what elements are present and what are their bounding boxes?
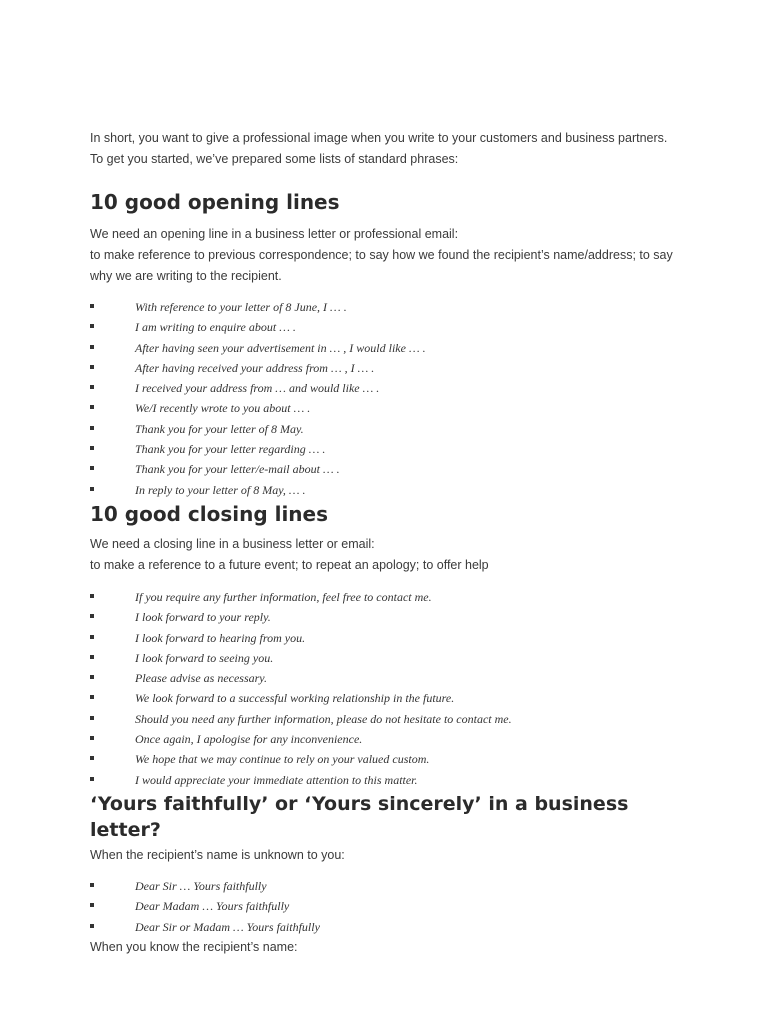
opening-description-1: We need an opening line in a business letter or professional email: — [90, 227, 459, 241]
list-item: I received your address from … and would like … . — [90, 378, 690, 398]
list-item: Thank you for your letter regarding … . — [90, 439, 690, 459]
bullet-square-icon — [90, 446, 94, 450]
list-item: We look forward to a successful working relationship in the future. — [90, 688, 690, 708]
bullet-square-icon — [90, 777, 94, 781]
list-item: After having seen your advertisement in … , I would like … . — [90, 338, 690, 358]
bullet-square-icon — [90, 365, 94, 369]
bullet-square-icon — [90, 756, 94, 760]
list-item: With reference to your letter of 8 June, I … . — [90, 297, 690, 317]
bullet-square-icon — [90, 426, 94, 430]
list-item: Thank you for your letter of 8 May. — [90, 419, 690, 439]
bullet-square-icon — [90, 487, 94, 491]
bullet-square-icon — [90, 614, 94, 618]
bullet-square-icon — [90, 405, 94, 409]
closing-lines-heading: 10 good closing lines — [90, 501, 329, 526]
bullet-square-icon — [90, 345, 94, 349]
bullet-square-icon — [90, 324, 94, 328]
bullet-square-icon — [90, 655, 94, 659]
bullet-square-icon — [90, 594, 94, 598]
unknown-recipient-label: When the recipient’s name is unknown to you: — [90, 847, 345, 862]
known-recipient-label: When you know the recipient’s name: — [90, 939, 298, 954]
list-item: Once again, I apologise for any inconvenience. — [90, 729, 690, 749]
list-item: Dear Sir or Madam … Yours faithfully — [90, 917, 690, 937]
bullet-square-icon — [90, 385, 94, 389]
list-item: I look forward to seeing you. — [90, 648, 690, 668]
list-item: After having received your address from … , I … . — [90, 358, 690, 378]
list-item: In reply to your letter of 8 May, … . — [90, 480, 690, 500]
list-item: Thank you for your letter/e-mail about … . — [90, 459, 690, 479]
list-item: I am writing to enquire about … . — [90, 317, 690, 337]
bullet-square-icon — [90, 716, 94, 720]
bullet-square-icon — [90, 736, 94, 740]
opening-description-2: to make reference to previous correspondence; to say how we found the recipient’s name/address; to say — [90, 248, 673, 262]
list-item: Please advise as necessary. — [90, 668, 690, 688]
bullet-square-icon — [90, 883, 94, 887]
closing-description-2: to make a reference to a future event; to repeat an apology; to offer help — [90, 557, 489, 572]
list-item: I would appreciate your immediate attention to this matter. — [90, 770, 690, 790]
salutation-list — [90, 876, 690, 937]
document-page — [90, 128, 690, 958]
list-item: I look forward to hearing from you. — [90, 628, 690, 648]
closing-lines-list — [90, 587, 690, 790]
bullet-square-icon — [90, 635, 94, 639]
bullet-square-icon — [90, 675, 94, 679]
opening-lines-list — [90, 297, 690, 500]
closing-description-1: We need a closing line in a business letter or email: — [90, 536, 375, 551]
bullet-square-icon — [90, 903, 94, 907]
list-item: If you require any further information, feel free to contact me. — [90, 587, 690, 607]
intro-line-2: To get you started, we’ve prepared some lists of standard phrases: — [90, 152, 459, 166]
list-item: Dear Sir … Yours faithfully — [90, 876, 690, 896]
opening-description-3: why we are writing to the recipient. — [90, 269, 282, 283]
bullet-square-icon — [90, 466, 94, 470]
yours-faithfully-heading: ‘Yours faithfully’ or ‘Yours sincerely’ in a business letter? — [90, 792, 629, 841]
list-item: We/I recently wrote to you about … . — [90, 398, 690, 418]
intro-line-1: In short, you want to give a professional image when you write to your customers and business partners. — [90, 131, 668, 145]
bullet-square-icon — [90, 695, 94, 699]
list-item: I look forward to your reply. — [90, 607, 690, 627]
bullet-square-icon — [90, 304, 94, 308]
opening-lines-heading: 10 good opening lines — [90, 190, 340, 214]
list-item: Dear Madam … Yours faithfully — [90, 896, 690, 916]
list-item: Should you need any further information, please do not hesitate to contact me. — [90, 709, 690, 729]
bullet-square-icon — [90, 924, 94, 928]
list-item: We hope that we may continue to rely on your valued custom. — [90, 749, 690, 769]
